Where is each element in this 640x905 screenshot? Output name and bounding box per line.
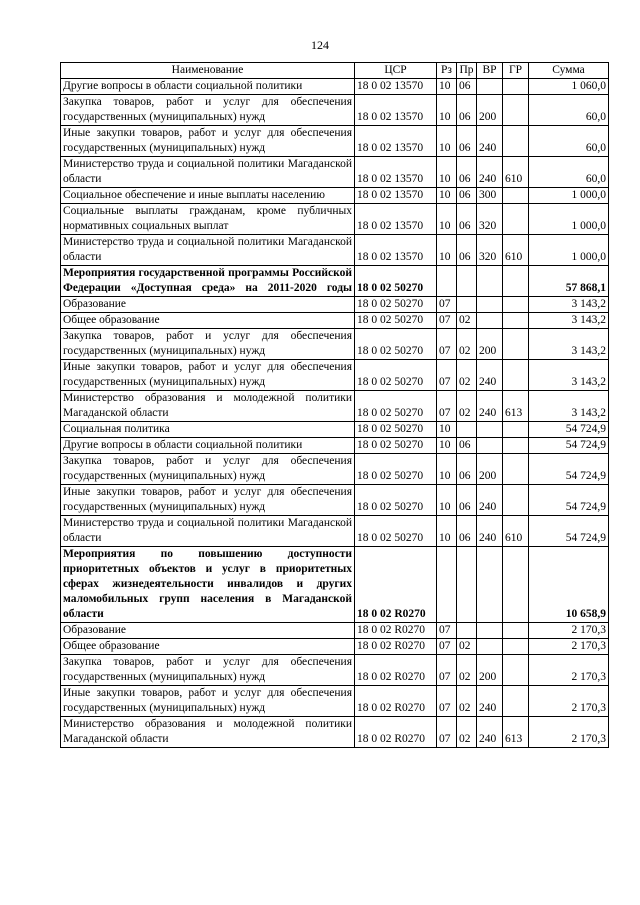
row-rz-cell: 07 [437,313,457,329]
table-row [61,639,609,655]
row-vr-cell [477,438,503,454]
row-vr-cell [477,639,503,655]
row-name-cell: Иные закупки товаров, работ и услуг для обеспечения государственных (муниципальных) нужд [61,686,355,717]
row-vr-cell: 200 [477,329,503,360]
row-pr-cell: 02 [457,655,477,686]
table-row [61,655,609,686]
row-csr-cell: 18 0 02 R0270 [355,639,437,655]
row-gr-cell [503,266,529,297]
row-rz-cell: 10 [437,157,457,188]
row-rz-cell: 07 [437,639,457,655]
row-gr-cell [503,485,529,516]
row-csr-cell: 18 0 02 50270 [355,391,437,422]
row-sum-cell: 54 724,9 [529,422,609,438]
row-name-cell: Иные закупки товаров, работ и услуг для обеспечения государственных (муниципальных) нужд [61,126,355,157]
row-rz-cell: 10 [437,95,457,126]
row-rz-cell: 07 [437,360,457,391]
row-gr-cell [503,686,529,717]
table-body [61,79,609,748]
row-csr-cell: 18 0 02 50270 [355,297,437,313]
table-row [61,422,609,438]
row-csr-cell: 18 0 02 50270 [355,313,437,329]
row-vr-cell [477,313,503,329]
row-name-cell: Закупка товаров, работ и услуг для обеспечения государственных (муниципальных) нужд [61,454,355,485]
row-vr-cell [477,79,503,95]
row-pr-cell: 06 [457,157,477,188]
row-pr-cell [457,266,477,297]
row-sum-cell: 60,0 [529,157,609,188]
row-pr-cell: 06 [457,95,477,126]
row-name-cell: Образование [61,297,355,313]
row-gr-cell [503,422,529,438]
table-row [61,235,609,266]
row-rz-cell: 10 [437,188,457,204]
row-rz-cell: 10 [437,438,457,454]
header-name: Наименование [61,63,355,79]
row-pr-cell: 02 [457,360,477,391]
row-pr-cell: 06 [457,126,477,157]
row-name-cell: Закупка товаров, работ и услуг для обеспечения государственных (муниципальных) нужд [61,95,355,126]
row-csr-cell: 18 0 02 50270 [355,360,437,391]
row-rz-cell: 07 [437,717,457,748]
row-csr-cell: 18 0 02 13570 [355,79,437,95]
row-name-cell: Социальная политика [61,422,355,438]
row-vr-cell: 200 [477,655,503,686]
row-gr-cell [503,454,529,485]
row-vr-cell: 240 [477,686,503,717]
row-csr-cell: 18 0 02 50270 [355,422,437,438]
row-sum-cell: 2 170,3 [529,686,609,717]
table-row [61,79,609,95]
row-name-cell: Другие вопросы в области социальной политики [61,79,355,95]
row-sum-cell: 10 658,9 [529,547,609,623]
table-row [61,717,609,748]
table-row [61,360,609,391]
row-rz-cell: 07 [437,391,457,422]
row-pr-cell: 02 [457,639,477,655]
row-csr-cell: 18 0 02 50270 [355,485,437,516]
row-gr-cell [503,126,529,157]
row-vr-cell: 320 [477,235,503,266]
row-gr-cell [503,297,529,313]
row-pr-cell: 06 [457,235,477,266]
row-sum-cell: 2 170,3 [529,623,609,639]
table-row [61,313,609,329]
row-pr-cell [457,623,477,639]
row-gr-cell [503,329,529,360]
table-row [61,297,609,313]
row-csr-cell: 18 0 02 13570 [355,204,437,235]
page-number: 124 [311,38,329,52]
row-pr-cell: 06 [457,79,477,95]
table-row [61,157,609,188]
header-csr: ЦСР [355,63,437,79]
row-sum-cell: 60,0 [529,95,609,126]
table-row [61,188,609,204]
row-gr-cell [503,188,529,204]
table-row [61,204,609,235]
row-csr-cell: 18 0 02 13570 [355,95,437,126]
row-name-cell: Иные закупки товаров, работ и услуг для обеспечения государственных (муниципальных) нужд [61,485,355,516]
header-vr: ВР [477,63,503,79]
row-sum-cell: 3 143,2 [529,313,609,329]
row-pr-cell: 06 [457,516,477,547]
table-row [61,516,609,547]
row-gr-cell [503,313,529,329]
row-rz-cell: 10 [437,454,457,485]
row-rz-cell: 10 [437,516,457,547]
row-pr-cell [457,297,477,313]
row-pr-cell [457,422,477,438]
row-rz-cell: 10 [437,204,457,235]
row-csr-cell: 18 0 02 13570 [355,188,437,204]
row-sum-cell: 54 724,9 [529,516,609,547]
table-row [61,329,609,360]
row-pr-cell: 02 [457,313,477,329]
row-sum-cell: 2 170,3 [529,717,609,748]
row-csr-cell: 18 0 02 50270 [355,329,437,360]
row-gr-cell [503,655,529,686]
row-vr-cell: 200 [477,95,503,126]
row-rz-cell: 10 [437,79,457,95]
row-csr-cell: 18 0 02 R0270 [355,686,437,717]
row-gr-cell: 610 [503,157,529,188]
row-name-cell: Закупка товаров, работ и услуг для обеспечения государственных (муниципальных) нужд [61,655,355,686]
row-name-cell: Общее образование [61,639,355,655]
row-pr-cell: 06 [457,438,477,454]
row-vr-cell [477,266,503,297]
row-sum-cell: 3 143,2 [529,391,609,422]
row-sum-cell: 3 143,2 [529,297,609,313]
table-row [61,391,609,422]
row-sum-cell: 60,0 [529,126,609,157]
row-csr-cell: 18 0 02 50270 [355,516,437,547]
table-header-row [61,63,609,79]
row-csr-cell: 18 0 02 13570 [355,126,437,157]
table-row [61,686,609,717]
row-name-cell: Министерство образования и молодежной политики Магаданской области [61,717,355,748]
row-gr-cell [503,204,529,235]
row-name-cell: Иные закупки товаров, работ и услуг для обеспечения государственных (муниципальных) нужд [61,360,355,391]
row-csr-cell: 18 0 02 50270 [355,266,437,297]
table-row [61,95,609,126]
row-rz-cell [437,547,457,623]
row-pr-cell: 06 [457,188,477,204]
row-pr-cell: 02 [457,391,477,422]
header-rz: Рз [437,63,457,79]
row-vr-cell [477,547,503,623]
row-csr-cell: 18 0 02 50270 [355,438,437,454]
row-csr-cell: 18 0 02 R0270 [355,655,437,686]
row-name-cell: Министерство образования и молодежной политики Магаданской области [61,391,355,422]
table-row [61,547,609,623]
row-vr-cell: 240 [477,485,503,516]
row-vr-cell: 240 [477,516,503,547]
row-gr-cell: 610 [503,235,529,266]
table-row [61,126,609,157]
row-name-cell: Мероприятия государственной программы Российской Федерации «Доступная среда» на 2011-2020 годы [61,266,355,297]
table-row [61,454,609,485]
row-name-cell: Другие вопросы в области социальной политики [61,438,355,454]
row-vr-cell: 240 [477,126,503,157]
row-vr-cell: 200 [477,454,503,485]
row-name-cell: Общее образование [61,313,355,329]
row-gr-cell [503,438,529,454]
row-sum-cell: 2 170,3 [529,655,609,686]
row-gr-cell: 610 [503,516,529,547]
row-pr-cell [457,547,477,623]
row-gr-cell: 613 [503,717,529,748]
row-sum-cell: 1 000,0 [529,188,609,204]
row-name-cell: Министерство труда и социальной политики Магаданской области [61,516,355,547]
row-vr-cell [477,297,503,313]
row-rz-cell: 07 [437,655,457,686]
table-row [61,485,609,516]
row-rz-cell: 07 [437,686,457,717]
row-csr-cell: 18 0 02 50270 [355,454,437,485]
table-row [61,623,609,639]
table-row [61,438,609,454]
row-csr-cell: 18 0 02 R0270 [355,623,437,639]
row-rz-cell: 07 [437,329,457,360]
row-csr-cell: 18 0 02 R0270 [355,717,437,748]
row-pr-cell: 02 [457,717,477,748]
row-pr-cell: 02 [457,329,477,360]
row-vr-cell: 240 [477,360,503,391]
row-gr-cell [503,639,529,655]
row-rz-cell: 10 [437,126,457,157]
row-vr-cell: 320 [477,204,503,235]
row-name-cell: Министерство труда и социальной политики Магаданской области [61,157,355,188]
row-rz-cell: 10 [437,485,457,516]
row-name-cell: Образование [61,623,355,639]
header-sum: Сумма [529,63,609,79]
row-gr-cell [503,95,529,126]
row-rz-cell [437,266,457,297]
row-name-cell: Закупка товаров, работ и услуг для обеспечения государственных (муниципальных) нужд [61,329,355,360]
row-name-cell: Социальные выплаты гражданам, кроме публичных нормативных социальных выплат [61,204,355,235]
row-vr-cell: 240 [477,717,503,748]
row-sum-cell: 3 143,2 [529,360,609,391]
row-rz-cell: 10 [437,422,457,438]
row-sum-cell: 1 000,0 [529,235,609,266]
row-pr-cell: 02 [457,686,477,717]
row-sum-cell: 1 000,0 [529,204,609,235]
row-sum-cell: 54 724,9 [529,485,609,516]
row-sum-cell: 57 868,1 [529,266,609,297]
row-vr-cell [477,422,503,438]
row-sum-cell: 3 143,2 [529,329,609,360]
row-rz-cell: 07 [437,623,457,639]
row-sum-cell: 1 060,0 [529,79,609,95]
table-row [61,266,609,297]
row-gr-cell: 613 [503,391,529,422]
row-csr-cell: 18 0 02 13570 [355,235,437,266]
row-rz-cell: 10 [437,235,457,266]
row-sum-cell: 2 170,3 [529,639,609,655]
row-gr-cell [503,547,529,623]
header-gr: ГР [503,63,529,79]
row-sum-cell: 54 724,9 [529,438,609,454]
row-vr-cell [477,623,503,639]
row-name-cell: Социальное обеспечение и иные выплаты населению [61,188,355,204]
row-name-cell: Министерство труда и социальной политики Магаданской области [61,235,355,266]
row-vr-cell: 240 [477,391,503,422]
row-pr-cell: 06 [457,204,477,235]
budget-table [60,62,609,748]
header-pr: Пр [457,63,477,79]
row-gr-cell [503,360,529,391]
row-gr-cell [503,623,529,639]
row-csr-cell: 18 0 02 13570 [355,157,437,188]
row-vr-cell: 240 [477,157,503,188]
row-vr-cell: 300 [477,188,503,204]
row-name-cell: Мероприятия по повышению доступности приоритетных объектов и услуг в приоритетных сферах жизнедеятельности инвалидов и других маломобильных групп населения в Магаданской области [61,547,355,623]
row-gr-cell [503,79,529,95]
row-csr-cell: 18 0 02 R0270 [355,547,437,623]
row-pr-cell: 06 [457,485,477,516]
row-sum-cell: 54 724,9 [529,454,609,485]
row-rz-cell: 07 [437,297,457,313]
row-pr-cell: 06 [457,454,477,485]
